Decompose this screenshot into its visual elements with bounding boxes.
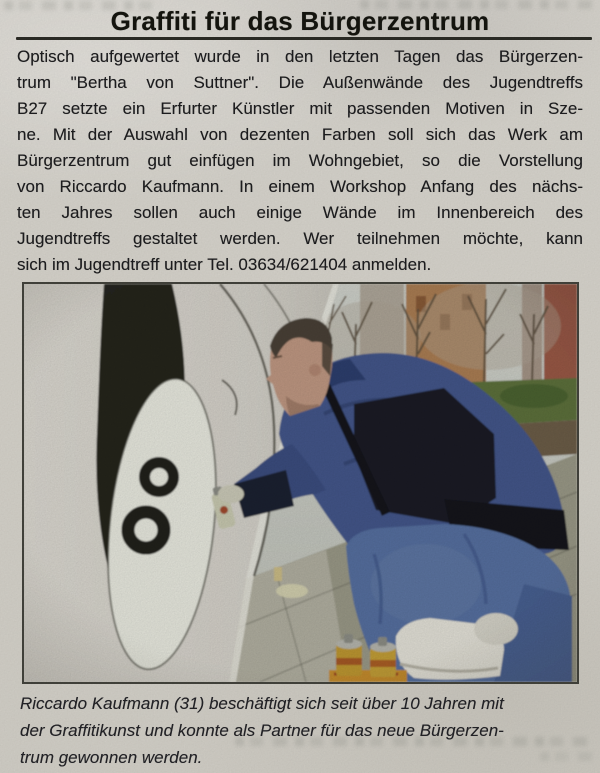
body-line: B27 setzte ein Erfurter Künstler mit passenden Motiven in Sze- [17, 99, 583, 118]
body-line: ne. Mit der Auswahl von dezenten Farben soll sich das Werk am [17, 125, 583, 144]
caption-line: trum gewonnen werden. [20, 748, 203, 767]
body-line: Jugendtreffs gestaltet werden. Wer teilnehmen möchte, kann [17, 229, 583, 248]
body-line: sich im Jugendtreff unter Tel. 03634/621404 anmelden. [17, 255, 432, 274]
caption-line: Riccardo Kaufmann (31) beschäftigt sich seit über 10 Jahren mit [20, 694, 504, 713]
body-line: von Riccardo Kaufmann. In einem Workshop Anfang des nächs- [17, 177, 583, 196]
article-body [17, 44, 583, 278]
photo-illustration [24, 284, 577, 682]
article-headline: Graffiti für das Bürgerzentrum [110, 6, 490, 36]
body-line: Bürgerzentrum gut einfügen im Wohngebiet, so die Vorstellung [17, 151, 583, 170]
caption-line: der Graffitikunst und konnte als Partner für das neue Bürgerzen- [20, 721, 504, 740]
body-line: trum "Bertha von Suttner". Die Außenwände des Jugendtreffs [17, 73, 583, 92]
headline-rule [16, 37, 592, 40]
photo-grain [24, 284, 577, 682]
article-photo [22, 282, 579, 684]
body-line: Optisch aufgewertet wurde in den letzten Tagen das Bürgerzen- [17, 47, 583, 66]
body-line: ten Jahres sollen auch einige Wände im Innenbereich des [17, 203, 583, 222]
photo-caption [20, 690, 584, 771]
